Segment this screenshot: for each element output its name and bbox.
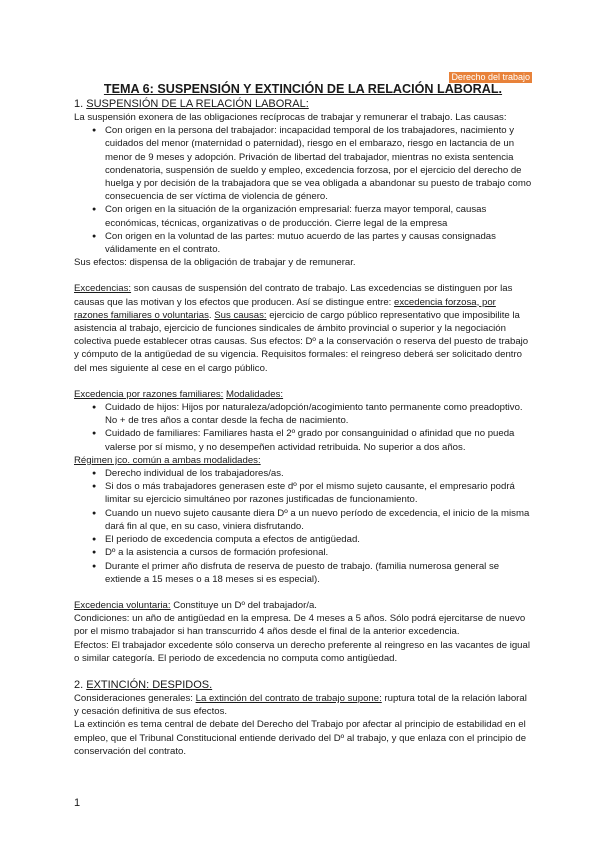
list-item: ● Cuidado de hijos: Hijos por naturaleza/adopción/acogimiento tanto permanente como preadoptivo. No + de tres años a contar desde la fecha de nacimiento.	[74, 401, 532, 427]
list-item: ● Con origen en la voluntad de las partes: mutuo acuerdo de las partes y causas consignadas válidamente en el contrato.	[74, 230, 532, 256]
text: Modalidades:	[225, 388, 284, 400]
list-item: ● Cuando un nuevo sujeto causante diera Dº a un nuevo período de excedencia, el inicio de la misma dará fin al que, en su caso, viniera disfrutando.	[74, 507, 532, 533]
subject-tag: Derecho del trabajo	[451, 72, 530, 82]
text: ejercicio de cargo público representativo que imposibilite la asistencia al trabajo, ejercicio de funciones sindicales de ámbito provincial o superior y la negociación colectiva puede establecer otras causas. Sus efectos: Dº a la conservación o reserva del puesto de trabajo y cómputo de la antigüedad de su vigencia. Requisitos formales: el reingreso deberá ser solicitado dentro del mes siguiente al cese en el cargo público.	[74, 309, 529, 374]
extinction-paragraph: La extinción es tema central de debate del Derecho del Trabajo por afectar al principio de estabilidad en el empleo, que el Tribunal Constitucional entiende derivado del Dº al trabajo, y que enlaza con el principio de conservación del contrato.	[74, 719, 527, 757]
suspension-effects: Sus efectos: dispensa de la obligación de trabajar y de remunerar.	[74, 257, 356, 269]
text: .	[208, 309, 215, 321]
section-number: 2.	[74, 678, 87, 691]
document-page	[74, 70, 532, 758]
section-2-heading	[74, 678, 532, 692]
voluntary-leave-effects: Efectos: El trabajador excedente sólo conserva un derecho preferente al reingreso en las vacantes de igual o similar categoría. El periodo de excedencia no computa como antigüedad.	[74, 639, 530, 664]
text: ruptura total de la relación laboral y cesación definitiva de sus efectos.	[74, 692, 527, 718]
text: Constituye un Dº del trabajador/a.	[170, 599, 317, 611]
text: Excedencia por razones familiares:	[74, 388, 224, 400]
text: Excedencia voluntaria:	[74, 599, 171, 611]
text: son causas de suspensión del contrato de trabajo. Las excedencias se distinguen por las causas que las motivan y los efectos que producen. Así se distingue entre:	[74, 283, 513, 308]
excedencias-label: Excedencias:	[74, 283, 132, 295]
general-considerations	[74, 692, 532, 718]
text: excedencia forzosa, por razones familiares o voluntarias	[74, 296, 496, 321]
family-leave-list	[74, 401, 532, 454]
regimen-heading: Régimen jco. común a ambas modalidades:	[74, 454, 261, 466]
voluntary-leave-conditions: Condiciones: un año de antigüedad en la empresa. De 4 meses a 5 años. Sólo podrá ejercitarse de nuevo por el mismo trabajador si han transcurrido 4 años desde el final de la anterior excedencia.	[74, 613, 526, 638]
text: Sus causas:	[214, 309, 267, 321]
page-title: TEMA 6: SUSPENSIÓN Y EXTINCIÓN DE LA RELACIÓN LABORAL.	[103, 82, 503, 96]
list-item: ● Si dos o más trabajadores generasen este dº por el mismo sujeto causante, el empresario podrá limitar su ejercicio simultáneo por razones justificadas de funcionamiento.	[74, 480, 532, 506]
section-1-heading	[74, 97, 532, 111]
page-number: 1	[74, 797, 81, 809]
family-leave-heading	[74, 388, 532, 401]
section-title: SUSPENSIÓN DE LA RELACIÓN LABORAL:	[86, 98, 309, 110]
text: La extinción del contrato de trabajo supone:	[195, 692, 382, 704]
section-title: EXTINCIÓN: DESPIDOS.	[86, 678, 213, 691]
list-item: ● Dº a la asistencia a cursos de formación profesional.	[74, 546, 532, 559]
list-item: ● Con origen en la persona del trabajador: incapacidad temporal de los trabajadores, nacimiento y cuidados del menor (maternidad o paternidad), riesgo en el embarazo, riesgo en lactancia de un menor de 9 meses y adopción. Privación de libertad del trabajador, mientras no exista sentencia condenatoria, suspensión de sueldo y empleo, excedencia forzosa, por el ejercicio del derecho de huelga y por decisión de la trabajadora que se vea obligada a abandonar su puesto de trabajo como consecuencia de ser víctima de violencia de género.	[74, 124, 532, 203]
list-item: ● Con origen en la situación de la organización empresarial: fuerza mayor temporal, causas económicas, técnicas, organizativas o de producción. Cierre legal de la empresa	[74, 203, 532, 229]
voluntary-leave-heading	[74, 599, 532, 612]
regimen-list	[74, 467, 532, 586]
list-item: ● El periodo de excedencia computa a efectos de antigüedad.	[74, 533, 532, 546]
suspension-intro: La suspensión exonera de las obligaciones recíprocas de trabajar y remunerar el trabajo. Las causas:	[74, 112, 507, 123]
list-item: ● Durante el primer año disfruta de reserva de puesto de trabajo. (familia numerosa general se extiende a 15 meses o a 18 meses si es especial).	[74, 560, 532, 586]
list-item: ● Cuidado de familiares: Familiares hasta el 2º grado por consanguinidad o afinidad que no pueda valerse por sí mismo, y no desempeñen actividad retribuida. No superior a dos años.	[74, 427, 532, 453]
text: Consideraciones generales:	[74, 692, 196, 704]
excedencias-paragraph	[74, 282, 532, 374]
list-item: ● Derecho individual de los trabajadores/as.	[74, 467, 532, 480]
causes-list	[74, 124, 532, 256]
section-number: 1.	[74, 98, 87, 110]
